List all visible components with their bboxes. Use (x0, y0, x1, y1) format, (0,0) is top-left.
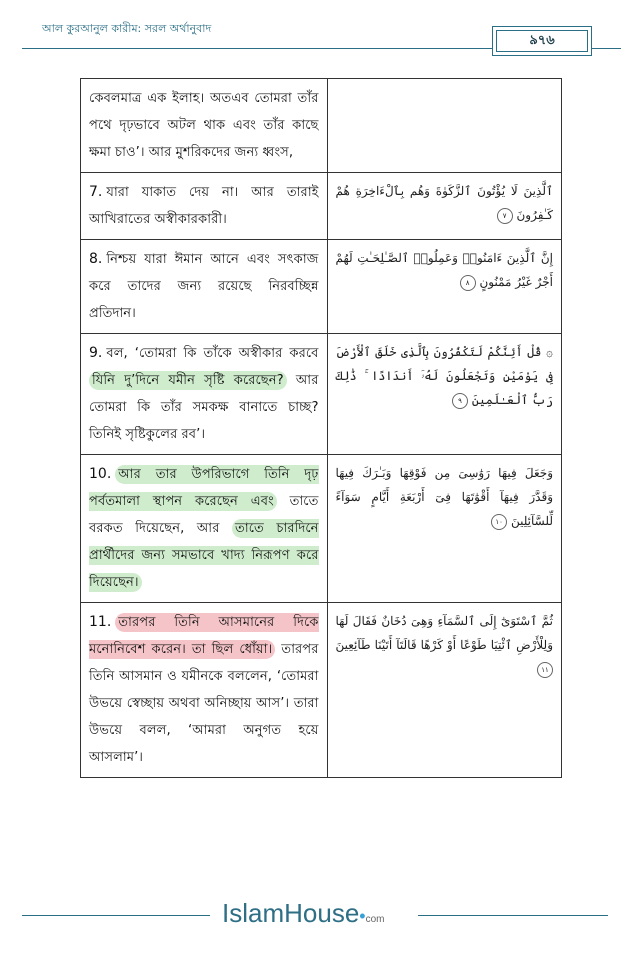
highlighted-text: তারপর তিনি আসমানের দিকে মনোনিবেশ করেন। তা ছিল ধোঁয়া। (89, 615, 319, 657)
highlighted-text: তাতে চারদিনে প্রার্থীদের জন্য সমভাবে খাদ্য নিরূপণ করে দিয়েছেন। (89, 521, 319, 590)
highlighted-text: যিনি দু’দিনে যমীন সৃষ্টি করেছেন? (89, 371, 287, 390)
arabic-verse-cell (327, 79, 562, 173)
verse-number: 10. (89, 466, 112, 482)
verse-end-marker-icon: ٩ (452, 393, 468, 409)
translation-text: কেবলমাত্র এক ইলাহ। অতএব তোমরা তাঁর পথে দৃঢ়ভাবে অটল থাক এবং তাঁর কাছে ক্ষমা চাও’। আর মুশরিকদের জন্য ধ্বংস, (89, 91, 319, 160)
verse-row (81, 79, 562, 173)
bengali-translation-cell (81, 455, 328, 603)
arabic-verse-text: وَجَعَلَ فِيهَا رَوَٰسِىَ مِن فَوْقِهَا وَبَـٰرَكَ فِيهَا وَقَدَّرَ فِيهَآ أَقْوَٰتَهَا فِىٓ أَرْبَعَةِ أَيَّامٍ سَوَآءً لِّلسَّآئِلِينَ (335, 466, 553, 528)
arabic-verse-cell (327, 455, 562, 603)
bengali-translation-cell (81, 173, 328, 240)
bengali-translation-cell (81, 603, 328, 778)
page-number (496, 30, 588, 52)
verse-row (81, 334, 562, 455)
verse-end-marker-icon: ١٠ (491, 514, 507, 530)
verse-number: 11. (89, 614, 112, 630)
arabic-verse-cell (327, 240, 562, 334)
bengali-translation-cell (81, 240, 328, 334)
arabic-verse-text: إِنَّ ٱلَّذِينَ ءَامَنُوا۟ وَعَمِلُوا۟ ٱلصَّـٰلِحَـٰتِ لَهُمْ أَجْرٌ غَيْرُ مَمْنُونٍ (335, 251, 553, 289)
verse-number: 8. (89, 251, 103, 267)
verse-row (81, 173, 562, 240)
translation-text: বল, ‘তোমরা কি তাঁকে অস্বীকার করবে (106, 346, 319, 361)
translation-text: নিশ্চয় যারা ঈমান আনে এবং সৎকাজ করে তাদের জন্য রয়েছে নিরবচ্ছিন্ন প্রতিদান। (89, 252, 319, 321)
footer-rule-left (22, 915, 210, 916)
footer-logo-text: IslamHouse (222, 898, 360, 928)
verse-row (81, 240, 562, 334)
arabic-verse-text: ٱلَّذِينَ لَا يُؤْتُونَ ٱلزَّكَوٰةَ وَهُم بِٱلْءَاخِرَةِ هُمْ كَـٰفِرُونَ (335, 184, 553, 222)
arabic-verse-cell (327, 334, 562, 455)
footer-rule-right (418, 915, 608, 916)
translation-text: তাতে বরকত দিয়েছেন, আর (89, 494, 319, 536)
verse-end-marker-icon: ١١ (537, 662, 553, 678)
translation-text: যারা যাকাত দেয় না। আর তারাই আখিরাতের অস্বীকারকারী। (89, 185, 319, 227)
verse-end-marker-icon: ٧ (497, 208, 513, 224)
footer-logo-dot: • (359, 906, 366, 926)
arabic-verse-text: ۞ قُلْ أَئِنَّكُمْ لَتَكْفُرُونَ بِٱلَّذِى خَلَقَ ٱلْأَرْضَ فِى يَوْمَيْنِ وَتَجْعَلُونَ لَهُۥٓ أَندَادًا ۚ ذَٰلِكَ رَبُّ ٱلْعَـٰلَمِينَ (335, 345, 553, 407)
translation-text: তারপর তিনি আসমান ও যমীনকে বললেন, ‘তোমরা উভয়ে স্বেচ্ছায় অথবা অনিচ্ছায় আস’। তারা উভয়ে বলল, ‘আমরা অনুগত হয়ে আসলাম’। (89, 642, 319, 765)
arabic-verse-text: ثُمَّ ٱسْتَوَىٰٓ إِلَى ٱلسَّمَآءِ وَهِىَ دُخَانٌ فَقَالَ لَهَا وَلِلْأَرْضِ ٱئْتِيَا طَوْعًا أَوْ كَرْهًا قَالَتَآ أَتَيْنَا طَآئِعِينَ (335, 614, 553, 652)
footer-logo (222, 898, 385, 929)
verse-number: 7. (89, 184, 103, 200)
bengali-translation-cell (81, 79, 328, 173)
translation-text: আর তোমরা কি তাঁর সমকক্ষ বানাতে চাচ্ছ? তিনিই সৃষ্টিকুলের রব’। (89, 373, 319, 442)
arabic-verse-cell (327, 603, 562, 778)
verse-number: 9. (89, 345, 103, 361)
verse-end-marker-icon: ٨ (460, 275, 476, 291)
bengali-translation-cell (81, 334, 328, 455)
translation-table (80, 78, 562, 778)
footer-logo-domain: com (365, 914, 385, 925)
arabic-verse-cell (327, 173, 562, 240)
verse-row (81, 455, 562, 603)
page-header-title: আল কুরআনুল কারীম: সরল অর্থানুবাদ (42, 22, 212, 35)
page-number-box (492, 26, 592, 56)
verse-row (81, 603, 562, 778)
highlighted-text: আর তার উপরিভাগে তিনি দৃঢ় পর্বতমালা স্থাপন করেছেন এবং (89, 467, 319, 509)
page-number-value: ৯৭৬ (529, 32, 555, 48)
